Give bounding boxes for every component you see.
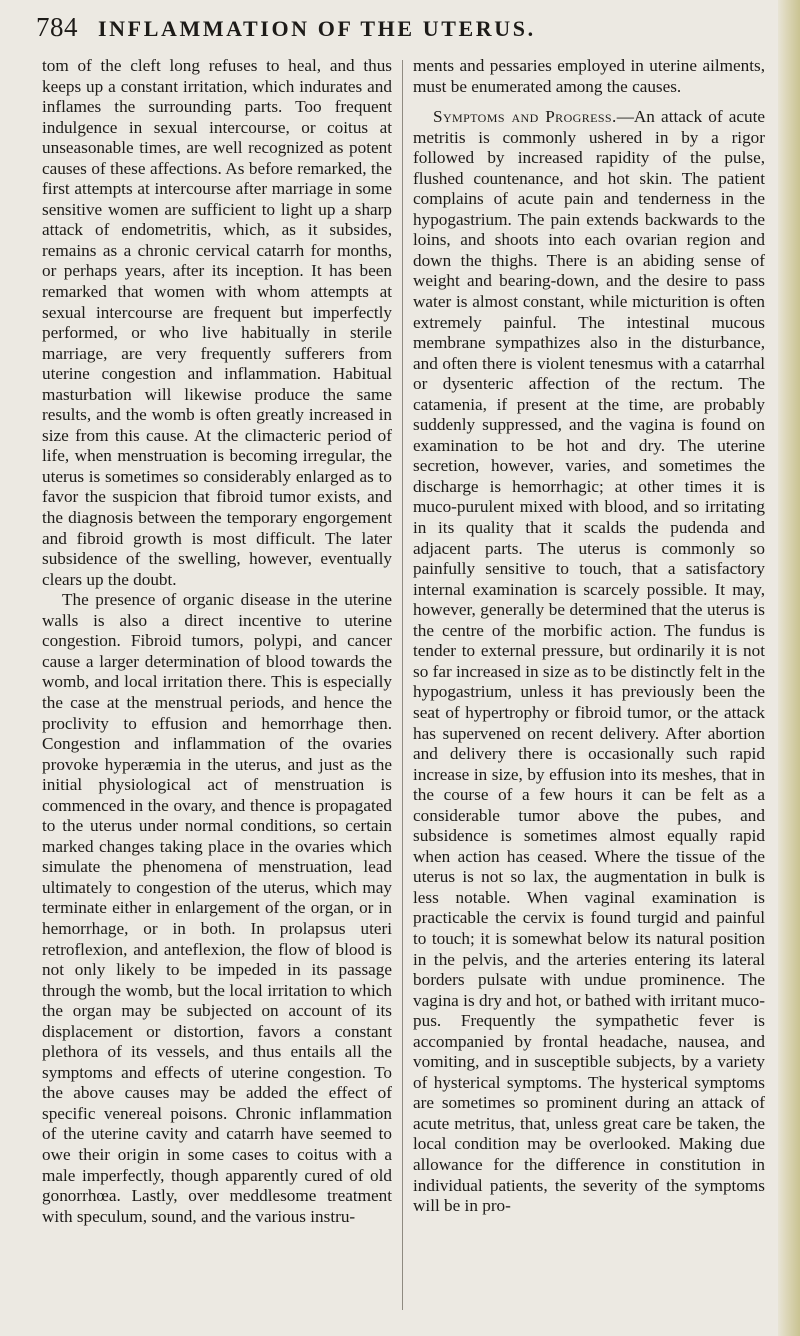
- paragraph-organic-disease: The presence of organic disease in the uterine walls is also a direct incentive to uterine congestion. Fibroid tumors, polypi, and cancer cause a larger determination of blood towards the womb, and local irritation there. This is especially the case at the menstrual periods, and hence the proclivity to effusion and hemorrhage then. Congestion and inflammation of the ovaries provoke hyperæmia in the uterus, and just as the initial physiological act of menstruation is commenced in the ovary, and thence is propagated to the uterus under normal conditions, so certain marked changes taking place in the ovaries which simulate the phenomena of menstruation, lead ultimately to congestion of the uterus, which may terminate either in enlargement of the organ, or in hemorrhage, or in both. In prolapsus uteri retroflexion, and anteflexion, the flow of blood is not only likely to be impeded in its passage through the womb, but the local irritation to which the organ may be subjected on account of its displacement or distortion, favors a constant plethora of its vessels, and thus entails all the symptoms and effects of uterine congestion. To the above causes may be added the effect of specific venereal poisons. Chronic inflammation of the uterine cavity and catarrh have seemed to owe their origin in some cases to coitus with a male imperfectly, though apparently cured of old gonorrhœa. Lastly, over meddlesome treatment with speculum, sound, and the various instru-: [42, 590, 392, 1226]
- page-edge-shading: [778, 0, 800, 1336]
- page-number: 784: [36, 12, 78, 42]
- section-heading-symptoms-and-progress: Symptoms and Progress.: [433, 107, 617, 127]
- page-header: [36, 12, 756, 46]
- paragraph-symptoms: [413, 107, 765, 1217]
- column-divider: [402, 60, 403, 1310]
- paragraph-continued: tom of the cleft long refuses to heal, and thus keeps up a constant irritation, which indurates and inflames the surrounding parts. Too frequent indulgence in sexual intercourse, or coitus at unseasonable times, are well recognized as potent causes of these affections. As before remarked, the first attempts at intercourse after marriage in some sensitive women are sufficient to light up a sharp attack of endometritis, which, as it subsides, remains as a chronic cervical catarrh for months, or perhaps years, after its inception. It has been remarked that women with whom attempts at sexual intercourse are frequent but imperfectly performed, or who live habitually in sterile marriage, are very frequently sufferers from uterine congestion and inflammation. Habitual masturbation will likewise produce the same results, and the womb is often greatly increased in size from this cause. At the climacteric period of life, when menstruation is becoming irregular, the uterus is sometimes so considerably enlarged as to favor the suspicion that fibroid tumor exists, and the diagnosis between the temporary engorgement and fibroid growth is most difficult. The later subsidence of the swelling, however, eventually clears up the doubt.: [42, 56, 392, 589]
- right-column: [413, 56, 765, 1217]
- left-column: [42, 56, 392, 1227]
- paragraph-causes-end: ments and pessaries employed in uterine ailments, must be enumerated among the causes.: [413, 56, 765, 96]
- running-head: INFLAMMATION OF THE UTERUS.: [98, 16, 536, 41]
- section-body-symptoms: —An attack of acute metritis is commonly ushered in by a rigor followed by increased rapidity of the pulse, flushed countenance, and hot skin. The patient complains of acute pain and tenderness in the hypogastrium. The pain extends backwards to the loins, and shoots into each ovarian region and down the thighs. There is an abiding sense of weight and bearing-down, and the desire to pass water is almost constant, while micturition is often extremely painful. The intestinal mucous membrane sympathizes also in the disturbance, and often there is violent tenesmus with a catarrhal or dysenteric affection of the rectum. The catamenia, if present at the time, are probably suddenly suppressed, and the vagina is found on examination to be hot and dry. The uterine secretion, however, varies, and sometimes the discharge is hemorrhagic; at other times it is muco-purulent mixed with blood, and so irritating in its quality that it scalds the pudenda and adjacent parts. The uterus is commonly so painfully sensitive to touch, that a satisfactory internal examination is scarcely possible. It may, however, generally be determined that the uterus is the centre of the morbific action. The fundus is tender to external pressure, but ordinarily it is not so far increased in size as to be distinctly felt in the hypogastrium, unless it has previously been the seat of hypertrophy or fibroid tumor, or the attack has supervened on recent delivery. After abortion and delivery there is occasionally such rapid increase in size, by effusion into its meshes, that in the course of a few hours it can be felt as a considerable tumor above the pubes, and subsidence is sometimes almost equally rapid when action has ceased. Where the tissue of the uterus is not so lax, the augmentation in bulk is less notable. When vaginal examination is practicable the cervix is found turgid and painful to touch; it is somewhat below its natural position in the pelvis, and the arteries entering its lateral borders pulsate with undue prominence. The vagina is dry and hot, or bathed with irritant muco-pus. Frequently the sympathetic fever is accompanied by frontal headache, nausea, and vomiting, and in susceptible subjects, by a variety of hysterical symptoms. The hysterical symptoms are sometimes so prominent during an attack of acute metritus, that, unless great care be taken, the local condition may be overlooked. Making due allowance for the difference in constitution in individual patients, the severity of the symptoms will be in pro-: [413, 107, 765, 1216]
